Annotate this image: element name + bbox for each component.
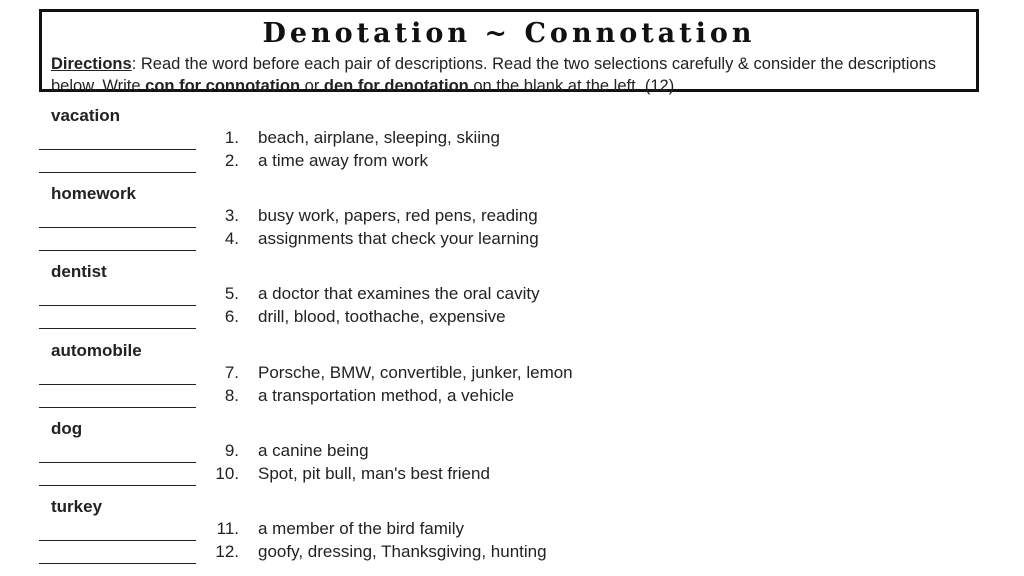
vocab-word: homework (51, 184, 137, 203)
item-number: 5. (224, 284, 239, 303)
item-description: Porsche, BMW, convertible, junker, lemon (258, 363, 573, 382)
answer-blank[interactable] (39, 384, 196, 385)
directions-den-label: den for denotation (323, 77, 469, 95)
answer-blank[interactable] (39, 563, 196, 564)
item-description: Spot, pit bull, man's best friend (258, 464, 490, 483)
item-description: a time away from work (258, 151, 429, 170)
directions-text-2: or (300, 77, 324, 95)
item-number: 7. (224, 363, 239, 382)
answer-blank[interactable] (39, 485, 196, 486)
item-number: 10. (215, 464, 239, 483)
item-number: 3. (224, 206, 239, 225)
vocab-word: dog (51, 419, 83, 438)
item-number: 1. (224, 128, 239, 147)
answer-blank[interactable] (39, 227, 196, 228)
answer-blank[interactable] (39, 149, 196, 150)
item-description: assignments that check your learning (258, 229, 539, 248)
item-number: 6. (224, 307, 239, 326)
answer-blank[interactable] (39, 250, 196, 251)
item-number: 9. (224, 441, 239, 460)
item-description: a doctor that examines the oral cavity (258, 284, 540, 303)
item-number: 12. (215, 542, 239, 561)
answer-blank[interactable] (39, 328, 196, 329)
answer-blank[interactable] (39, 407, 196, 408)
answer-blank[interactable] (39, 172, 196, 173)
directions-label: Directions (51, 55, 132, 73)
vocab-word: vacation (51, 106, 120, 125)
vocab-word: dentist (51, 262, 107, 281)
vocab-word: automobile (51, 341, 142, 360)
directions-text-3: on the blank at the left. (12) (468, 77, 675, 95)
directions (51, 53, 968, 97)
answer-blank[interactable] (39, 540, 196, 541)
directions-text-1: : Read the word before each pair of descriptions. Read the two selections carefully & consider the descriptions below. Write (51, 55, 937, 95)
item-description: beach, airplane, sleeping, skiing (258, 128, 500, 147)
item-number: 4. (224, 229, 239, 248)
item-description: busy work, papers, red pens, reading (258, 206, 538, 225)
vocab-word: turkey (51, 497, 103, 516)
item-number: 2. (224, 151, 239, 170)
directions-con-label: con for connotation (145, 77, 301, 95)
item-number: 11. (216, 519, 239, 538)
item-description: a member of the bird family (258, 519, 464, 538)
page-title: Denotation ~ Connotation (262, 18, 756, 49)
item-description: a transportation method, a vehicle (258, 386, 515, 405)
item-description: drill, blood, toothache, expensive (258, 307, 506, 326)
answer-blank[interactable] (39, 305, 196, 306)
item-description: goofy, dressing, Thanksgiving, hunting (258, 542, 547, 561)
answer-blank[interactable] (39, 462, 196, 463)
item-description: a canine being (258, 441, 369, 460)
item-number: 8. (224, 386, 239, 405)
header-box (39, 9, 979, 95)
